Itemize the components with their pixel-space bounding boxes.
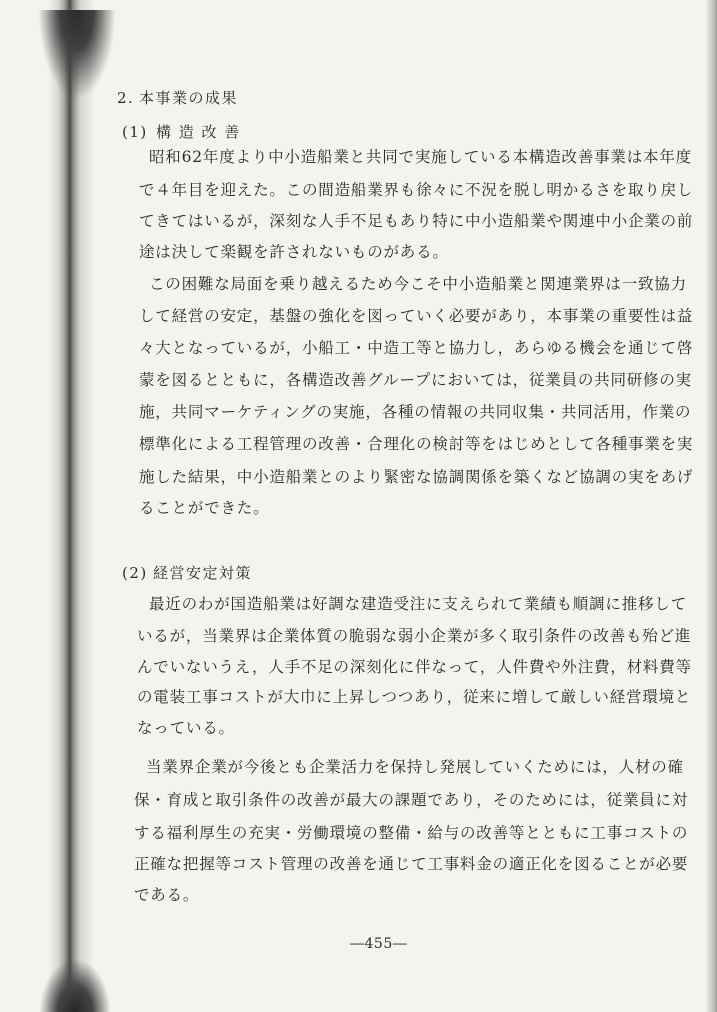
page-edge-shadow	[705, 0, 717, 1012]
paragraph-line: てきてはいるが，深刻な人手不足もあり特に中小造船業や関連中小企業の前	[139, 212, 694, 230]
paragraph-line: 施した結果，中小造船業とのより緊密な協調関係を築くなど協調の実をあげ	[139, 468, 694, 486]
binding-shadow	[0, 0, 110, 1012]
page-number: ―455―	[350, 936, 408, 952]
paragraph-line: 保・育成と取引条件の改善が最大の課題であり，そのためには，従業員に対	[134, 791, 689, 809]
paragraph-line: なっている。	[137, 719, 235, 737]
paragraph-line: この困難な局面を乗り越えるため今こそ中小造船業と関連業界は一致協力	[149, 275, 687, 293]
section-title: 本事業の成果	[139, 89, 239, 107]
binding-fold-top	[38, 10, 116, 100]
paragraph-line: 途は決して楽観を許されないものがある。	[139, 243, 449, 261]
section-number: 2.	[117, 89, 135, 107]
subsection-1-number: (1)	[122, 123, 148, 141]
binding-fold-bottom	[40, 960, 110, 1012]
paragraph-line: 昭和62年度より中小造船業と共同で実施している本構造改善事業は本年度	[149, 148, 692, 166]
paragraph-line: する福利厚生の充実・労働環境の整備・給与の改善等とともに工事コストの	[134, 824, 689, 842]
subsection-2-title: 経営安定対策	[153, 564, 253, 582]
paragraph-line: んでいないうえ，人手不足の深刻化に伴なって，人件費や外注費，材料費等	[137, 658, 692, 676]
paragraph-line: して経営の安定，基盤の強化を図っていく必要があり，本事業の重要性は益	[139, 307, 694, 325]
paragraph-line: 標準化による工程管理の改善・合理化の検討等をはじめとして各種事業を実	[139, 435, 694, 453]
subsection-2-number: (2)	[122, 564, 148, 582]
paragraph-line: 施，共同マーケティングの実施，各種の情報の共同収集・共同活用，作業の	[139, 403, 692, 421]
paragraph-line: ることができた。	[139, 499, 270, 517]
paragraph-line: 々大となっているが，小船工・中造工等と協力し，あらゆる機会を通じて啓	[139, 339, 694, 357]
subsection-1-title: 構 造 改 善	[156, 123, 241, 141]
paragraph-line: で４年目を迎えた。この間造船業界も徐々に不況を脱し明かるさを取り戻し	[139, 181, 694, 199]
paragraph-line: 当業界企業が今後とも企業活力を保持し発展していくためには，人材の確	[146, 758, 684, 776]
paragraph-line: 最近のわが国造船業は好調な建造受注に支えられて業績も順調に推移して	[149, 595, 687, 613]
paragraph-line: 蒙を図るとともに，各構造改善グループにおいては，従業員の共同研修の実	[139, 371, 692, 389]
paragraph-line: 正確な把握等コスト管理の改善を通じて工事料金の適正化を図ることが必要	[134, 855, 689, 873]
paragraph-line: いるが，当業界は企業体質の脆弱な弱小企業が多く取引条件の改善も殆ど進	[137, 627, 692, 645]
paragraph-line: である。	[134, 886, 200, 904]
paragraph-line: の電装工事コストが大巾に上昇しつつあり，従来に増して厳しい経営環境と	[137, 688, 692, 706]
